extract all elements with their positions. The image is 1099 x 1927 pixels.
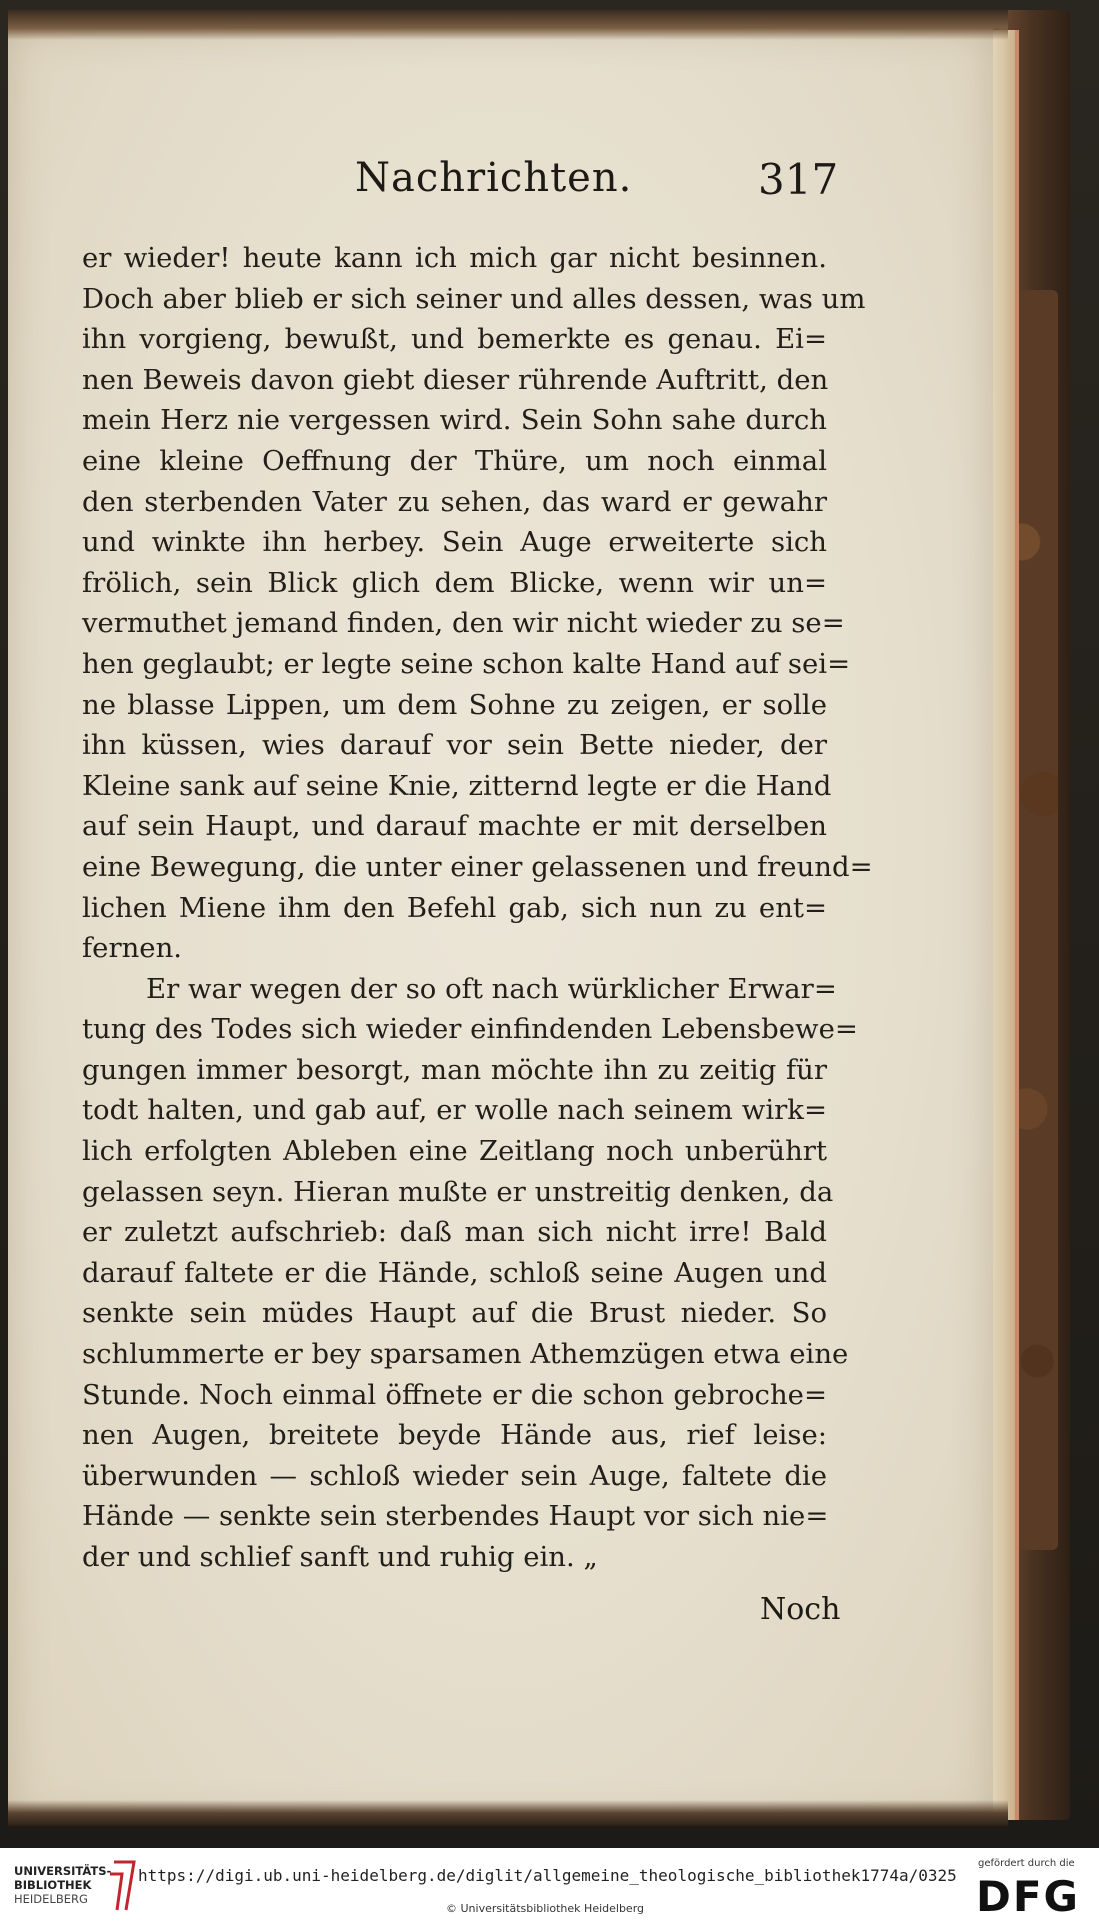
copyright-notice: © Universitätsbibliothek Heidelberg <box>446 1902 645 1915</box>
page-number: 317 <box>758 155 839 204</box>
text-line: eine Bewegung, die unter einer gelassenen und freund= <box>82 850 873 883</box>
text-line: darauf faltete er die Hände, schloß seine Augen und <box>82 1256 827 1289</box>
catchword: Noch <box>760 1592 841 1627</box>
body-text <box>82 238 873 1578</box>
text-line: gungen immer besorgt, man möchte ihn zu zeitig für <box>82 1053 827 1086</box>
page-bottom-shadow <box>8 1800 1008 1826</box>
text-line: gelassen seyn. Hieran mußte er unstreitig denken, da <box>82 1175 834 1208</box>
text-line: der und schlief sanft und ruhig ein. „ <box>82 1541 598 1573</box>
viewer-footer <box>0 1848 1099 1927</box>
text-line: er wieder! heute kann ich mich gar nicht besinnen. <box>82 242 827 274</box>
text-line: überwunden — schloß wieder sein Auge, faltete die <box>82 1459 827 1492</box>
library-name-line: HEIDELBERG <box>14 1892 88 1906</box>
text-line: ihn küssen, wies darauf vor sein Bette nieder, der <box>82 729 827 762</box>
library-name <box>14 1864 111 1906</box>
text-line: Doch aber blieb er sich seiner und alles dessen, was um <box>82 282 866 315</box>
dfg-logo: DFG <box>976 1872 1081 1921</box>
text-line: fernen. <box>82 932 183 965</box>
text-line: schlummerte er bey sparsamen Athemzügen etwa eine <box>82 1338 849 1371</box>
text-line: tung des Todes sich wieder einfindenden Lebensbewe= <box>82 1013 858 1046</box>
text-line: den sterbenden Vater zu sehen, das ward er gewahr <box>82 485 827 518</box>
text-line: hen geglaubt; er legte seine schon kalte Hand auf sei= <box>82 647 851 680</box>
text-line: ne blasse Lippen, um dem Sohne zu zeigen, er solle <box>82 688 827 721</box>
text-line: ihn vorgieng, bewußt, und bemerkte es genau. Ei= <box>82 323 827 356</box>
library-logo-icon <box>108 1860 138 1912</box>
library-name-line: BIBLIOTHEK <box>14 1878 92 1892</box>
text-line: frölich, sein Blick glich dem Blicke, wenn wir un= <box>82 566 827 599</box>
page-top-shadow <box>8 10 1008 40</box>
text-line: vermuthet jemand finden, den wir nicht wieder zu se= <box>82 607 845 640</box>
funded-by-label: gefördert durch die <box>978 1858 1075 1869</box>
text-line: lich erfolgten Ableben eine Zeitlang noch unberührt <box>82 1135 827 1168</box>
text-line: Kleine sank auf seine Knie, zitternd legte er die Hand <box>82 769 832 802</box>
text-line: nen Beweis davon giebt dieser rührende Auftritt, den <box>82 363 829 396</box>
text-line: und winkte ihn herbey. Sein Auge erweiterte sich <box>82 526 827 559</box>
permalink-url[interactable]: https://digi.ub.uni-heidelberg.de/diglit/allgemeine_theologische_bibliothek1774a/0325 <box>138 1866 957 1885</box>
text-line: er zuletzt aufschrieb: daß man sich nicht irre! Bald <box>82 1216 827 1249</box>
text-line: mein Herz nie vergessen wird. Sein Sohn sahe durch <box>82 404 827 437</box>
text-line: senkte sein müdes Haupt auf die Brust nieder. So <box>82 1297 827 1330</box>
text-line: todt halten, und gab auf, er wolle nach seinem wirk= <box>82 1094 827 1127</box>
text-line: Er war wegen der so oft nach würklicher Erwar= <box>146 972 837 1005</box>
text-line: eine kleine Oeffnung der Thüre, um noch einmal <box>82 444 827 477</box>
text-line: auf sein Haupt, und darauf machte er mit derselben <box>82 810 827 843</box>
text-line: Stunde. Noch einmal öffnete er die schon gebroche= <box>82 1378 827 1411</box>
text-line: nen Augen, breitete beyde Hände aus, rief leise: <box>82 1419 827 1452</box>
text-line: lichen Miene ihm den Befehl gab, sich nun zu ent= <box>82 891 827 924</box>
running-head: Nachrichten. <box>355 155 633 201</box>
text-line: Hände — senkte sein sterbendes Haupt vor sich nie= <box>82 1500 829 1533</box>
library-name-line: UNIVERSITÄTS- <box>14 1864 112 1878</box>
